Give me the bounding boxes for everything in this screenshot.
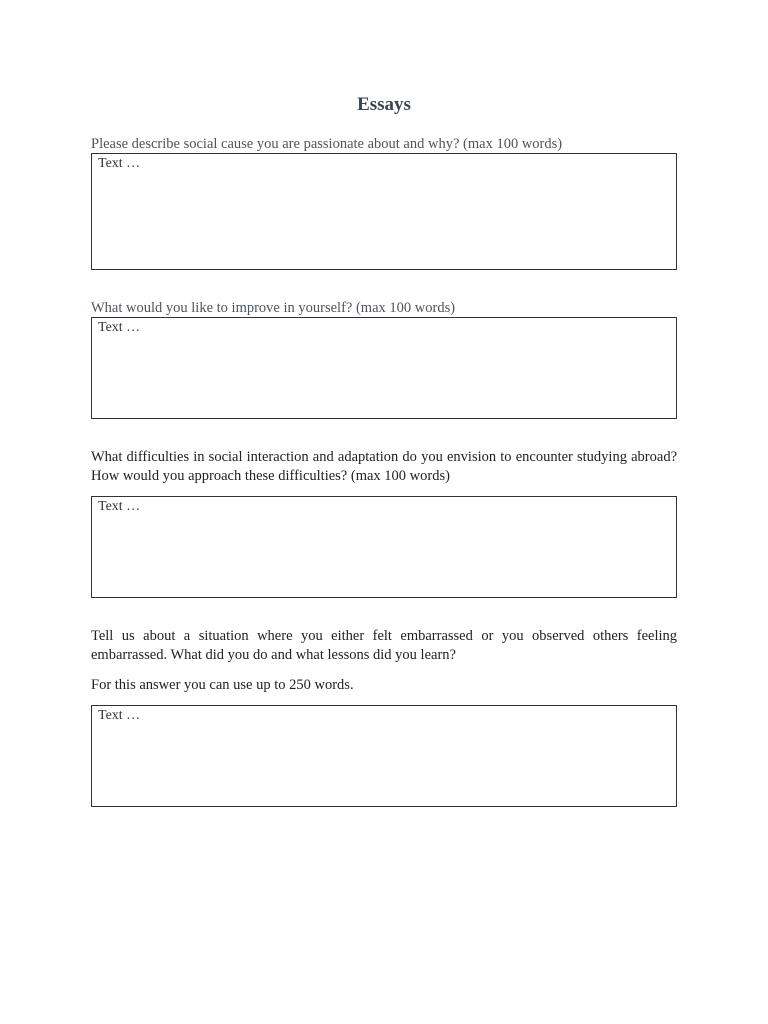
- question-1-answer-box[interactable]: [91, 153, 677, 270]
- page-title: Essays: [357, 94, 411, 115]
- question-2-placeholder: Text …: [98, 320, 141, 335]
- question-4-placeholder: Text …: [98, 708, 141, 723]
- question-3-placeholder: Text …: [98, 499, 141, 514]
- question-4-prompt: Tell us about a situation where you either felt embarrassed or you observed others feeling embarrassed. What did you do and what lessons did you learn?: [91, 628, 677, 663]
- question-2-prompt: What would you like to improve in yourself? (max 100 words): [91, 300, 456, 316]
- question-2-answer-box[interactable]: [91, 317, 677, 419]
- question-1-prompt: Please describe social cause you are passionate about and why? (max 100 words): [91, 136, 563, 152]
- question-4-word-limit-note: For this answer you can use up to 250 words.: [91, 677, 354, 693]
- question-3-answer-box[interactable]: [91, 496, 677, 598]
- question-4-answer-box[interactable]: [91, 705, 677, 807]
- question-1-placeholder: Text …: [98, 156, 141, 171]
- question-3-prompt: What difficulties in social interaction and adaptation do you envision to encounter studying abroad? How would you approach these difficulties? (max 100 words): [91, 449, 677, 484]
